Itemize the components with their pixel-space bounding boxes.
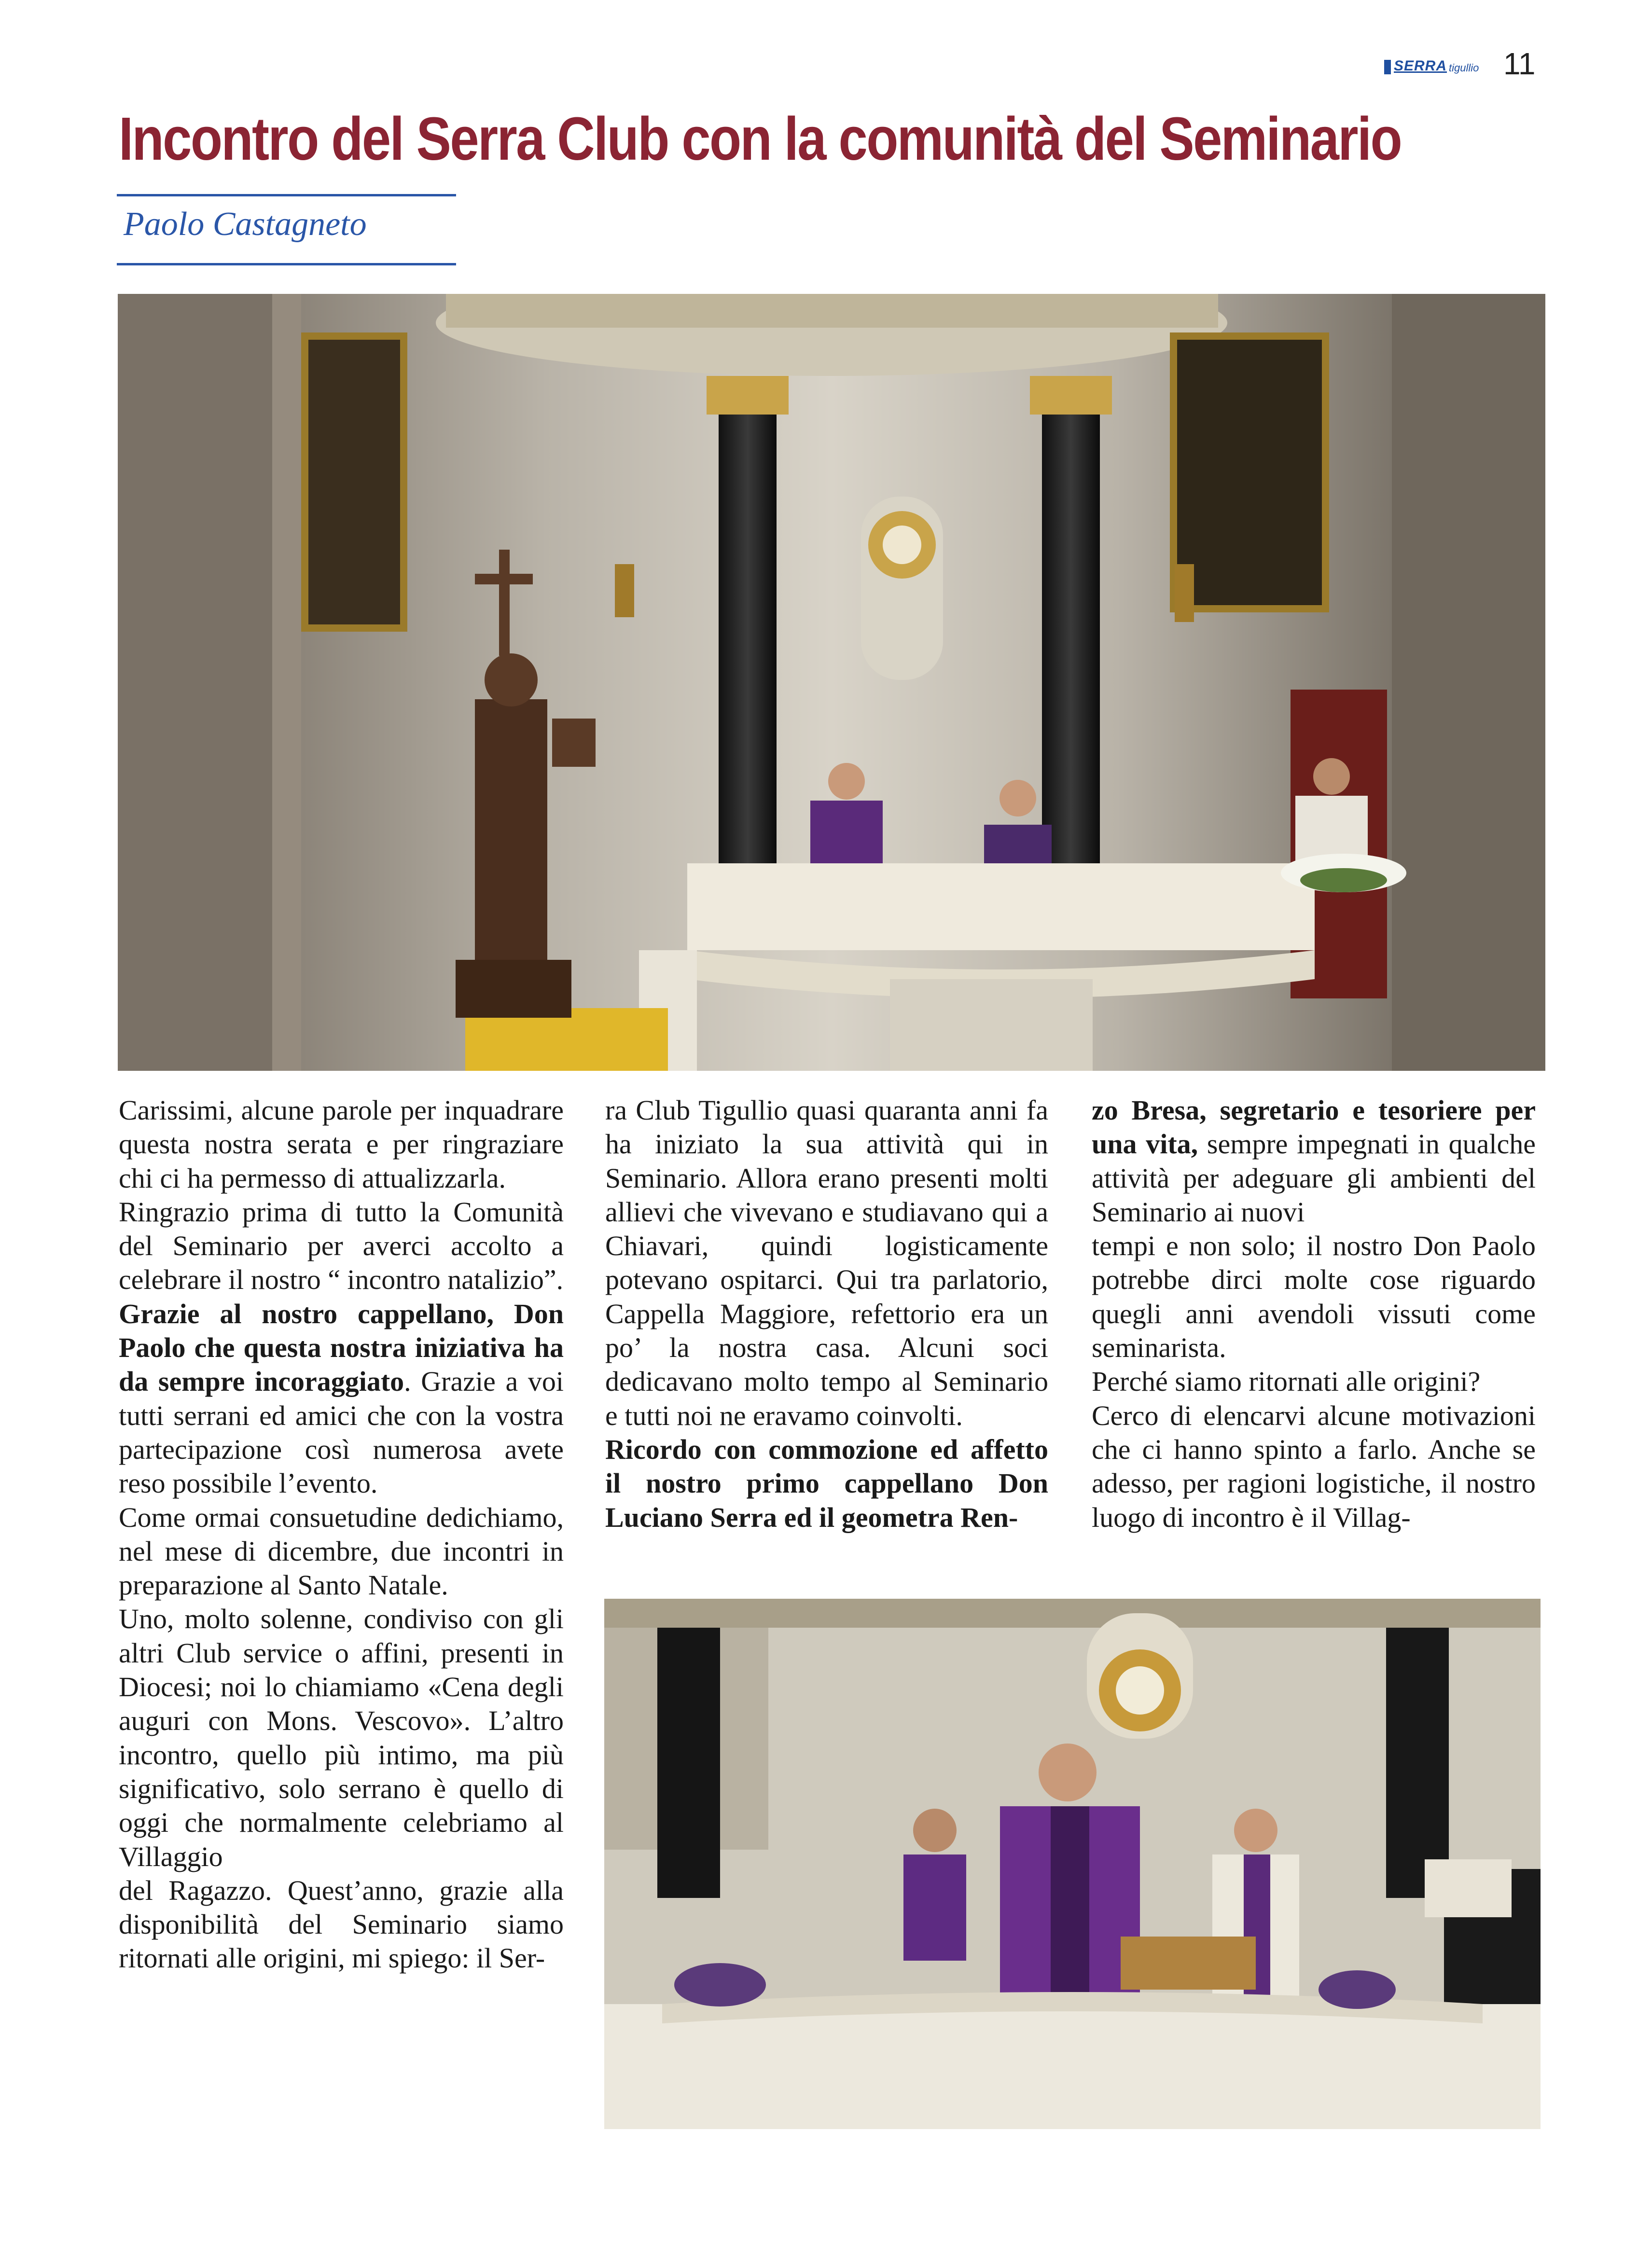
page-number: 11 [1503, 46, 1536, 81]
paragraph: del Ragazzo. Quest’anno, grazie alla disponibilità del Seminario siamo ritornati alle origini, mi spiego: il Ser- [119, 1874, 564, 1974]
paragraph: Uno, molto solenne, condiviso con gli altri Club service o affini, presenti in Diocesi; noi lo chiamiamo «Cena degli auguri con Mons. Vescovo». L’altro incontro, quello più intimo, ma più significativo, solo serrano è quello di oggi che normalmente celebriamo al Villaggio [119, 1603, 564, 1872]
author-rule [117, 263, 456, 265]
mass-photo [604, 1599, 1541, 2129]
paragraph: zo Bresa, segretario e tesoriere per una vita, sempre impegnati in qualche attività per adeguare gli ambienti del Seminario ai nuovi [1092, 1094, 1536, 1228]
logo-mark-icon [1384, 60, 1391, 74]
magazine-logo [1384, 55, 1493, 74]
article-author: Paolo Castagneto [124, 206, 367, 243]
logo-sub: tigullio [1449, 62, 1479, 74]
paragraph: ra Club Tigullio quasi quaranta anni fa ha iniziato la sua attività qui in Seminario. Allora erano presenti molti allievi che vivevano e studiavano qui a Chiavari, quindi logisticamente potevano ospitarci. Qui tra parlatorio, Cappella Maggiore, refettorio era un po’ la nostra casa. Alcuni soci dedicavano molto tempo al Seminario e tutti noi ne eravamo coinvolti. [605, 1094, 1048, 1431]
title-rule [117, 194, 456, 196]
paragraph: Ringrazio prima di tutto la Comunità del Seminario per averci accolto a celebrare il nostro “ incontro natalizio”. [119, 1196, 564, 1296]
paragraph: Perché siamo ritornati alle origini? [1092, 1366, 1481, 1398]
text-column-3 [1092, 1093, 1536, 1535]
article-title: Incontro del Serra Club con la comunità del Seminario [119, 105, 1402, 173]
text-column-2 [605, 1093, 1048, 1535]
text-column-1 [119, 1093, 564, 1976]
chapel-photo [118, 294, 1545, 1071]
paragraph: Carissimi, alcune parole per inquadrare questa nostra serata e per ringraziare chi ci ha permesso di attualizzarla. [119, 1094, 564, 1194]
paragraph: Come ormai consuetudine dedichiamo, nel mese di dicembre, due incontri in preparazione al Santo Natale. [119, 1501, 564, 1601]
paragraph: Grazie al nostro cappellano, Don Paolo che questa nostra iniziativa ha da sempre incoraggiato. Grazie a voi tutti serrani ed amici che con la vostra partecipazione così numerosa avete reso possibile l’evento. [119, 1298, 564, 1499]
paragraph: tempi e non solo; il nostro Don Paolo potrebbe dirci molte cose riguardo quegli anni avendoli vissuti come seminarista. [1092, 1230, 1536, 1364]
paragraph: Ricordo con commozione ed affetto il nostro primo cappellano Don Luciano Serra ed il geometra Ren- [605, 1433, 1048, 1533]
paragraph: Cerco di elencarvi alcune motivazioni che ci hanno spinto a farlo. Anche se adesso, per ragioni logistiche, il nostro luogo di incontro è il Villag- [1092, 1399, 1536, 1533]
logo-brand: SERRA [1394, 58, 1447, 74]
